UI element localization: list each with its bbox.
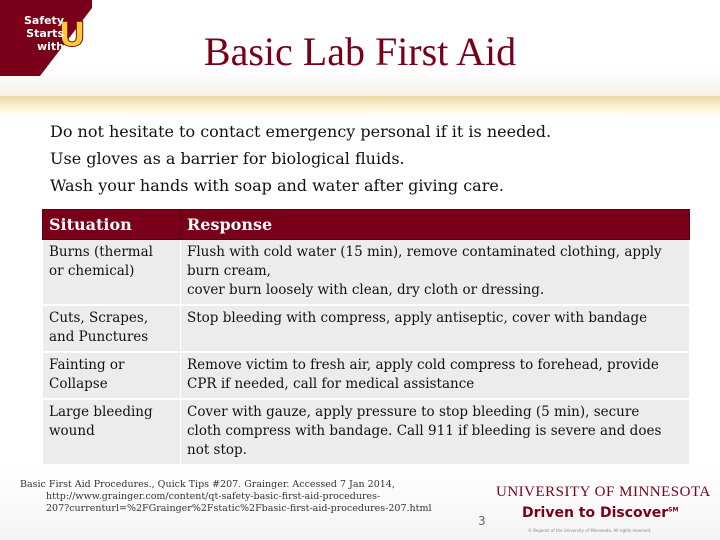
instruction-item: Do not hesitate to contact emergency personal if it is needed.: [50, 122, 552, 141]
table-row: [43, 399, 690, 465]
cell-line: Remove victim to fresh air, apply cold compress to forehead, provide: [187, 357, 659, 373]
cell-line: wound: [49, 423, 95, 439]
logo-line: Safety: [23, 14, 64, 27]
logo-line: with: [36, 40, 64, 53]
citation-url[interactable]: http://www.grainger.com/content/qt-safety-basic-first-aid-procedures-: [46, 491, 381, 502]
cell-line: not stop.: [187, 442, 247, 458]
instruction-item: Wash your hands with soap and water after giving care.: [50, 176, 504, 195]
situation-cell: [43, 240, 181, 306]
service-mark: SM: [668, 506, 679, 514]
cell-line: Stop bleeding with compress, apply antiseptic, cover with bandage: [187, 310, 648, 326]
situation-cell: [43, 399, 181, 465]
cell-line: or chemical): [49, 263, 135, 279]
cell-line: Flush with cold water (15 min), remove contaminated clothing, apply: [187, 244, 662, 260]
tagline-text: Driven to Discover: [522, 505, 669, 521]
slide-title: Basic Lab First Aid: [203, 29, 517, 74]
cell-line: Cover with gauze, apply pressure to stop bleeding (5 min), secure: [187, 404, 640, 420]
cell-line: cover burn loosely with clean, dry cloth or dressing.: [187, 282, 545, 298]
cell-line: Cuts, Scrapes,: [49, 310, 149, 326]
response-cell: [181, 352, 690, 399]
logo-u-letter: U: [58, 15, 86, 55]
cell-line: and Punctures: [49, 329, 149, 345]
table-row: [43, 305, 690, 352]
response-cell: [181, 240, 690, 306]
response-cell: [181, 399, 690, 465]
tagline: [522, 505, 678, 521]
situation-cell: [43, 352, 181, 399]
cell-line: Burns (thermal: [49, 244, 153, 260]
instruction-item: Use gloves as a barrier for biological fluids.: [50, 149, 405, 168]
copyright-fine-print: © Regents of the University of Minnesota. All rights reserved.: [528, 528, 652, 533]
column-header-situation: Situation: [43, 210, 181, 240]
cell-line: Large bleeding: [49, 404, 153, 420]
logo-line: Starts: [26, 27, 64, 40]
cell-line: burn cream,: [187, 263, 271, 279]
cell-line: cloth compress with bandage. Call 911 if bleeding is severe and does: [187, 423, 662, 439]
column-header-response: Response: [181, 210, 690, 240]
citation-url[interactable]: 207?currenturl=%2FGrainger%2Fstatic%2Fbasic-first-aid-procedures-207.html: [46, 503, 432, 514]
logo-text: [4, 14, 64, 53]
table-row: [43, 240, 690, 306]
cell-line: Collapse: [49, 376, 108, 392]
first-aid-table: [42, 209, 690, 466]
university-wordmark: UNIVERSITY OF MINNESOTA: [496, 484, 711, 500]
table-row: [43, 352, 690, 399]
instruction-list: [50, 118, 690, 199]
source-citation: [20, 479, 460, 515]
page-number: 3: [478, 514, 486, 528]
table-header-row: [43, 210, 690, 240]
cell-line: Fainting or: [49, 357, 125, 373]
cell-line: CPR if needed, call for medical assistance: [187, 376, 475, 392]
citation-line: Basic First Aid Procedures., Quick Tips #207. Grainger. Accessed 7 Jan 2014,: [20, 479, 395, 490]
response-cell: [181, 305, 690, 352]
header-rule: [0, 96, 720, 118]
situation-cell: [43, 305, 181, 352]
